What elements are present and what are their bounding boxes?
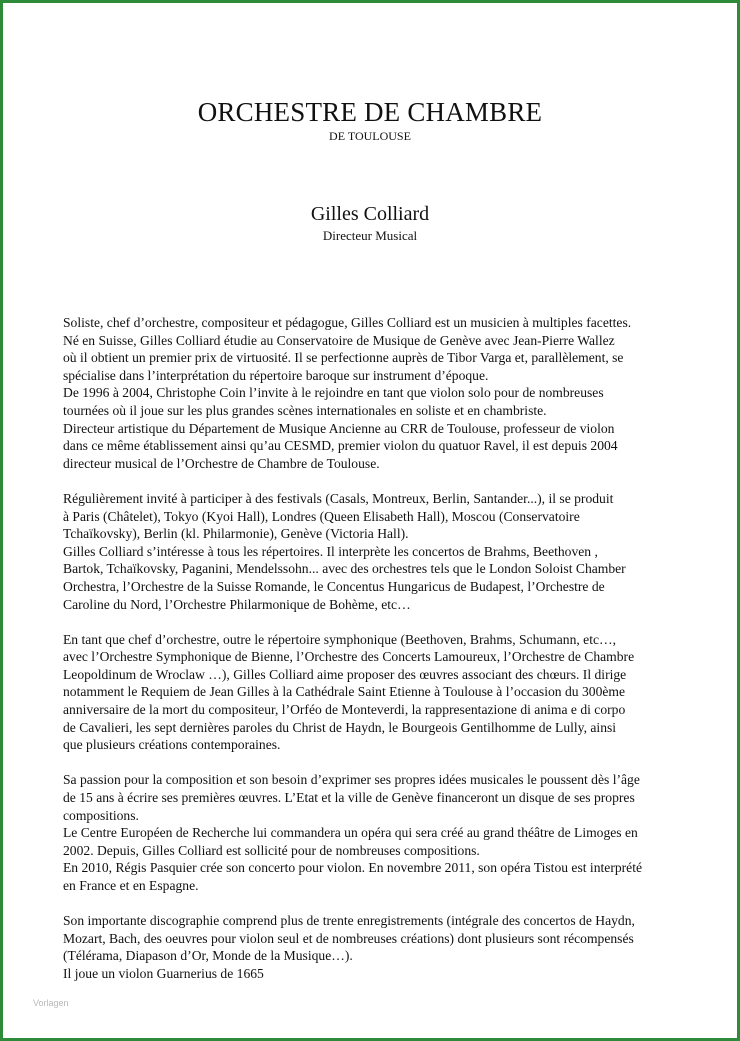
watermark-label: Vorlagen: [33, 998, 69, 1008]
text-line: Il joue un violon Guarnerius de 1665: [63, 965, 264, 981]
paragraph-conductor: [63, 631, 703, 754]
text-line: spécialise dans l’interprétation du répertoire baroque sur instrument d’époque.: [63, 367, 489, 383]
paragraph-discography: [63, 912, 703, 982]
text-line: 2002. Depuis, Gilles Colliard est sollicité pour de nombreuses compositions.: [63, 842, 480, 858]
text-line: en France et en Espagne.: [63, 878, 199, 893]
org-title: ORCHESTRE DE CHAMBRE: [197, 97, 543, 127]
text-line: compositions.: [63, 807, 139, 823]
text-line: de 15 ans à écrire ses premières œuvres. L’Etat et la ville de Genève financeront un disque de ses propres: [63, 790, 635, 806]
text-line: Tchaïkovsky), Berlin (kl. Philarmonie), Genève (Victoria Hall).: [63, 526, 409, 542]
text-line: Orchestra, l’Orchestre de la Suisse Romande, le Concentus Hungaricus de Budapest, l’Orchestre de: [63, 578, 605, 594]
text-line: directeur musical de l’Orchestre de Chambre de Toulouse.: [63, 455, 380, 471]
text-line: En 2010, Régis Pasquier crée son concerto pour violon. En novembre 2011, son opéra Tistou est interprété: [63, 860, 643, 876]
text-line: tournées où il joue sur les plus grandes scènes internationales en soliste et en chambriste.: [63, 402, 547, 418]
text-line: Soliste, chef d’orchestre, compositeur et pédagogue, Gilles Colliard est un musicien à multiples facettes.: [63, 315, 632, 330]
person-role: Directeur Musical: [322, 228, 418, 243]
text-line: dans ce même établissement ainsi qu’au CESMD, premier violon du quatuor Ravel, il est depuis 2004: [63, 438, 618, 454]
text-line: Leopoldinum de Wroclaw …), Gilles Colliard aime proposer des œuvres associant des chœurs. Il dirige: [63, 666, 627, 682]
text-line: Caroline du Nord, l’Orchestre Philarmonique de Bohème, etc…: [63, 596, 411, 612]
text-line: Le Centre Européen de Recherche lui commandera un opéra qui sera créé au grand théâtre de Limoges en: [63, 825, 638, 841]
paragraph-intro: [63, 314, 703, 472]
person-name: Gilles Colliard: [310, 203, 430, 225]
text-line: Directeur artistique du Département de Musique Ancienne au CRR de Toulouse, professeur de violon: [63, 420, 615, 436]
text-line: Mozart, Bach, des oeuvres pour violon seul et de nombreuses créations) dont plusieurs sont récompensés: [63, 930, 634, 946]
text-line: avec l’Orchestre Symphonique de Bienne, l’Orchestre des Concerts Lamoureux, l’Orchestre de Chambre: [63, 649, 635, 665]
text-line: où il obtient un premier prix de virtuosité. Il se perfectionne auprès de Tibor Varga et, parallèlement, se: [63, 350, 624, 366]
text-line: De 1996 à 2004, Christophe Coin l’invite à le rejoindre en tant que violon solo pour de nombreuses: [63, 385, 604, 401]
text-line: notamment le Requiem de Jean Gilles à la Cathédrale Saint Etienne à Toulouse à l’occasion du 300ème: [63, 684, 626, 700]
text-line: En tant que chef d’orchestre, outre le répertoire symphonique (Beethoven, Brahms, Schumann, etc…,: [63, 631, 617, 647]
biography-body: [63, 314, 703, 1000]
paragraph-festivals: [63, 490, 703, 613]
paragraph-composition: [63, 771, 703, 894]
text-line: Né en Suisse, Gilles Colliard étudie au Conservatoire de Musique de Genève avec Jean-Pierre Wallez: [63, 332, 615, 348]
text-line: Régulièrement invité à participer à des festivals (Casals, Montreux, Berlin, Santander...), il se produit: [63, 490, 614, 506]
text-line: anniversaire de la mort du compositeur, l’Orféo de Monteverdi, la rappresentazione di anima e di corpo: [63, 702, 626, 718]
text-line: de Cavalieri, les sept dernières paroles du Christ de Haydn, le Bourgeois Gentilhomme de Lully, ainsi: [63, 719, 617, 735]
text-line: Bartok, Tchaïkovsky, Paganini, Mendelssohn... avec des orchestres tels que le London Soloist Chamber: [63, 561, 626, 577]
text-line: à Paris (Châtelet), Tokyo (Kyoi Hall), Londres (Queen Elisabeth Hall), Moscou (Conservatoire: [63, 508, 580, 524]
text-line: Gilles Colliard s’intéresse à tous les répertoires. Il interprète les concertos de Brahms, Beethoven ,: [63, 543, 598, 559]
org-subtitle: DE TOULOUSE: [329, 129, 411, 143]
text-line: (Télérama, Diapason d’Or, Monde de la Musique…).: [63, 948, 353, 964]
text-line: Sa passion pour la composition et son besoin d’exprimer ses propres idées musicales le poussent dès l’âge: [63, 772, 640, 788]
text-line: Son importante discographie comprend plus de trente enregistrements (intégrale des concertos de Haydn,: [63, 913, 635, 929]
text-line: que plusieurs créations contemporaines.: [63, 737, 281, 753]
